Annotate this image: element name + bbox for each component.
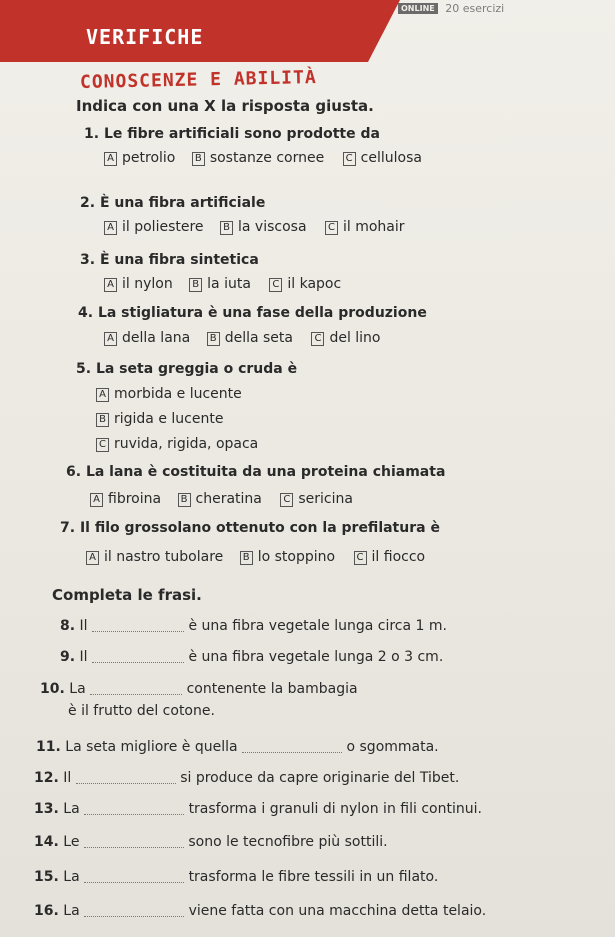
answer-blank[interactable]	[92, 662, 184, 663]
question-number: 2.	[80, 195, 96, 211]
option-a[interactable]: A della lana	[104, 330, 190, 346]
fill-in-12: 12. Il si produce da capre originarie del Tibet.	[34, 770, 460, 786]
option-b[interactable]: B sostanze cornee	[192, 150, 324, 166]
answer-blank[interactable]	[84, 916, 184, 917]
option-c[interactable]: C ruvida, rigida, opaca	[96, 436, 258, 452]
checkbox-a[interactable]: A	[104, 332, 117, 346]
options-6	[90, 491, 353, 507]
complete-heading: Completa le frasi.	[52, 586, 202, 604]
fill-in-15: 15. La trasforma le fibre tessili in un filato.	[34, 869, 439, 885]
fill-in-10-continuation: è il frutto del cotone.	[68, 703, 215, 719]
checkbox-b[interactable]: B	[207, 332, 220, 346]
option-b[interactable]: B la iuta	[189, 276, 251, 292]
question-number: 4.	[78, 305, 94, 321]
answer-blank[interactable]	[84, 847, 184, 848]
option-a[interactable]: A fibroina	[90, 491, 161, 507]
fill-in-14: 14. Le sono le tecnofibre più sottili.	[34, 834, 388, 850]
fill-in-16: 16. La viene fatta con una macchina detta telaio.	[34, 903, 487, 919]
option-c[interactable]: C il fiocco	[354, 549, 426, 565]
question-text: Il filo grossolano ottenuto con la prefilatura è	[79, 520, 440, 536]
option-a[interactable]: A il nylon	[104, 276, 173, 292]
question-6	[66, 464, 445, 480]
option-a[interactable]: A il nastro tubolare	[86, 549, 223, 565]
options-4	[104, 330, 381, 346]
fill-in-11: 11. La seta migliore è quella o sgommata.	[36, 739, 439, 755]
checkbox-a[interactable]: A	[104, 152, 117, 166]
checkbox-a[interactable]: A	[96, 388, 109, 402]
checkbox-c[interactable]: C	[354, 551, 367, 565]
instruction: Indica con una X la risposta giusta.	[76, 97, 374, 115]
fill-in-13: 13. La trasforma i granuli di nylon in fili continui.	[34, 801, 482, 817]
option-b[interactable]: B la viscosa	[220, 219, 307, 235]
options-7	[86, 549, 425, 565]
checkbox-b[interactable]: B	[178, 493, 191, 507]
option-c[interactable]: C sericina	[280, 491, 353, 507]
header-title: VERIFICHE	[86, 25, 204, 49]
checkbox-b[interactable]: B	[240, 551, 253, 565]
online-exercises: 20 esercizi	[445, 2, 505, 15]
checkbox-a[interactable]: A	[104, 278, 117, 292]
answer-blank[interactable]	[76, 783, 176, 784]
option-b[interactable]: B rigida e lucente	[96, 411, 223, 427]
options-2	[104, 219, 405, 235]
fill-in-9: 9. Il è una fibra vegetale lunga 2 o 3 cm.	[60, 649, 444, 665]
checkbox-c[interactable]: C	[269, 278, 282, 292]
question-text: La seta greggia o cruda è	[95, 361, 298, 377]
answer-blank[interactable]	[92, 631, 184, 632]
question-number: 6.	[66, 464, 82, 480]
question-number: 3.	[80, 252, 96, 268]
checkbox-b[interactable]: B	[192, 152, 205, 166]
checkbox-c[interactable]: C	[343, 152, 356, 166]
fill-in-8: 8. Il è una fibra vegetale lunga circa 1 m.	[60, 618, 447, 634]
option-a[interactable]: A petrolio	[104, 150, 175, 166]
checkbox-c[interactable]: C	[280, 493, 293, 507]
options-3	[104, 276, 341, 292]
checkbox-b[interactable]: B	[220, 221, 233, 235]
online-tag: ONLINE	[398, 3, 438, 14]
option-a[interactable]: A il poliestere	[104, 219, 204, 235]
option-c[interactable]: C il kapoc	[269, 276, 341, 292]
option-a[interactable]: A morbida e lucente	[96, 386, 242, 402]
checkbox-a[interactable]: A	[86, 551, 99, 565]
option-b[interactable]: B della seta	[207, 330, 293, 346]
options-1	[104, 150, 422, 166]
checkbox-c[interactable]: C	[325, 221, 338, 235]
fill-in-10: 10. La contenente la bambagia	[40, 681, 358, 697]
option-b[interactable]: B cheratina	[178, 491, 262, 507]
checkbox-c[interactable]: C	[311, 332, 324, 346]
question-1	[84, 126, 380, 142]
question-7	[60, 520, 440, 536]
question-number: 5.	[76, 361, 92, 377]
checkbox-c[interactable]: C	[96, 438, 109, 452]
question-3	[80, 252, 259, 268]
option-c[interactable]: C il mohair	[325, 219, 405, 235]
option-b[interactable]: B lo stoppino	[240, 549, 335, 565]
question-text: È una fibra artificiale	[99, 195, 266, 211]
option-c[interactable]: C del lino	[311, 330, 380, 346]
question-number: 1.	[84, 126, 100, 142]
checkbox-b[interactable]: B	[189, 278, 202, 292]
question-number: 7.	[60, 520, 76, 536]
answer-blank[interactable]	[90, 694, 182, 695]
answer-blank[interactable]	[84, 882, 184, 883]
question-text: La lana è costituita da una proteina chiamata	[85, 464, 446, 480]
question-2	[80, 195, 265, 211]
question-5	[76, 361, 297, 377]
question-text: Le fibre artificiali sono prodotte da	[103, 126, 380, 142]
checkbox-a[interactable]: A	[90, 493, 103, 507]
question-text: È una fibra sintetica	[99, 252, 259, 268]
checkbox-a[interactable]: A	[104, 221, 117, 235]
answer-blank[interactable]	[242, 752, 342, 753]
online-label	[398, 2, 504, 15]
section-title: CONOSCENZE E ABILITÀ	[79, 67, 317, 93]
answer-blank[interactable]	[84, 814, 184, 815]
question-4	[78, 305, 427, 321]
checkbox-b[interactable]: B	[96, 413, 109, 427]
question-text: La stigliatura è una fase della produzione	[97, 305, 427, 321]
option-c[interactable]: C cellulosa	[343, 150, 422, 166]
